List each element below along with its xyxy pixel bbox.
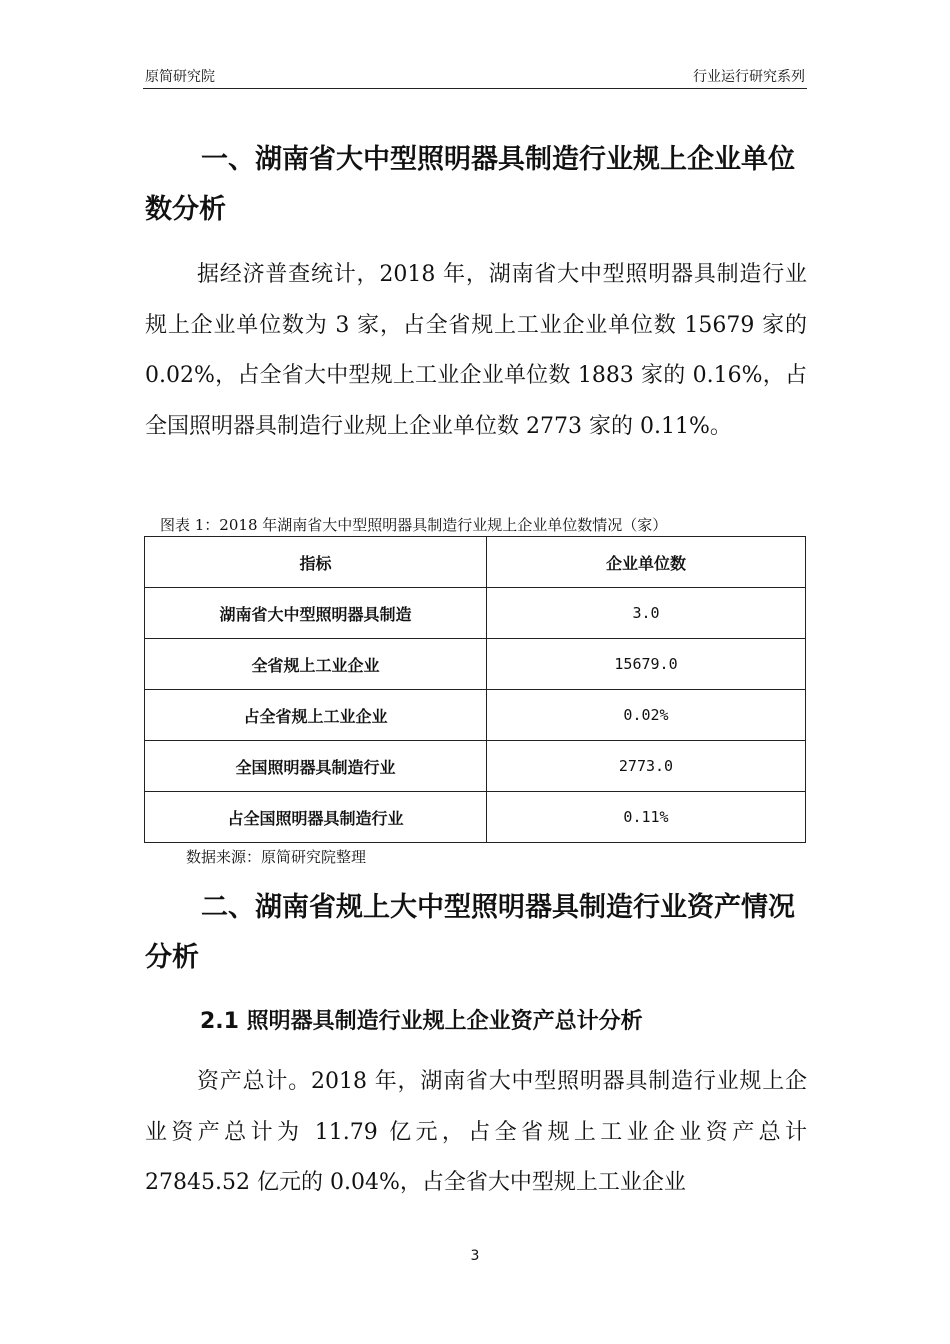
- table-header-row: [145, 537, 806, 588]
- table-cell-name: 全省规上工业企业: [145, 639, 487, 690]
- table-row: [145, 639, 806, 690]
- table-row: [145, 588, 806, 639]
- table-header-count: 企业单位数: [487, 537, 806, 588]
- section1-paragraph: 据经济普查统计，2018 年，湖南省大中型照明器具制造行业规上企业单位数为 3 家，占全省规上工业企业单位数 15679 家的 0.02%，占全省大中型规上工业企业单位数 1883 家的 0.16%，占全国照明器具制造行业规上企业单位数 2773 家的 0.11%。: [145, 262, 807, 439]
- table-source: 数据来源：原简研究院整理: [186, 848, 367, 866]
- table-cell-value: 0.02%: [487, 690, 806, 741]
- header-rule: [143, 88, 807, 89]
- table-cell-value: 2773.0: [487, 741, 806, 792]
- section2-title: 二、湖南省规上大中型照明器具制造行业资产情况分析: [145, 892, 795, 973]
- table-caption: 图表 1：2018 年湖南省大中型照明器具制造行业规上企业单位数情况（家）: [160, 516, 668, 534]
- table-cell-name: 全国照明器具制造行业: [145, 741, 487, 792]
- page-header-left: 原简研究院: [145, 69, 215, 85]
- table-row: [145, 792, 806, 843]
- table-cell-name: 占全国照明器具制造行业: [145, 792, 487, 843]
- section2-paragraph: 资产总计。2018 年，湖南省大中型照明器具制造行业规上企业资产总计为 11.79 亿元，占全省规上工业企业资产总计 27845.52 亿元的 0.04%，占全省大中型规上工业企业: [145, 1069, 807, 1195]
- table-cell-value: 3.0: [487, 588, 806, 639]
- page-header-right: 行业运行研究系列: [693, 69, 805, 85]
- section2-subtitle: 2.1 照明器具制造行业规上企业资产总计分析: [200, 1009, 643, 1034]
- section1-title: 一、湖南省大中型照明器具制造行业规上企业单位数分析: [145, 144, 795, 225]
- table-row: [145, 690, 806, 741]
- table-header-indicator: 指标: [145, 537, 487, 588]
- table-cell-name: 湖南省大中型照明器具制造: [145, 588, 487, 639]
- page-number: 3: [470, 1248, 480, 1264]
- table-cell-name: 占全省规上工业企业: [145, 690, 487, 741]
- table-row: [145, 741, 806, 792]
- data-table: [144, 536, 806, 843]
- table-cell-value: 0.11%: [487, 792, 806, 843]
- table-cell-value: 15679.0: [487, 639, 806, 690]
